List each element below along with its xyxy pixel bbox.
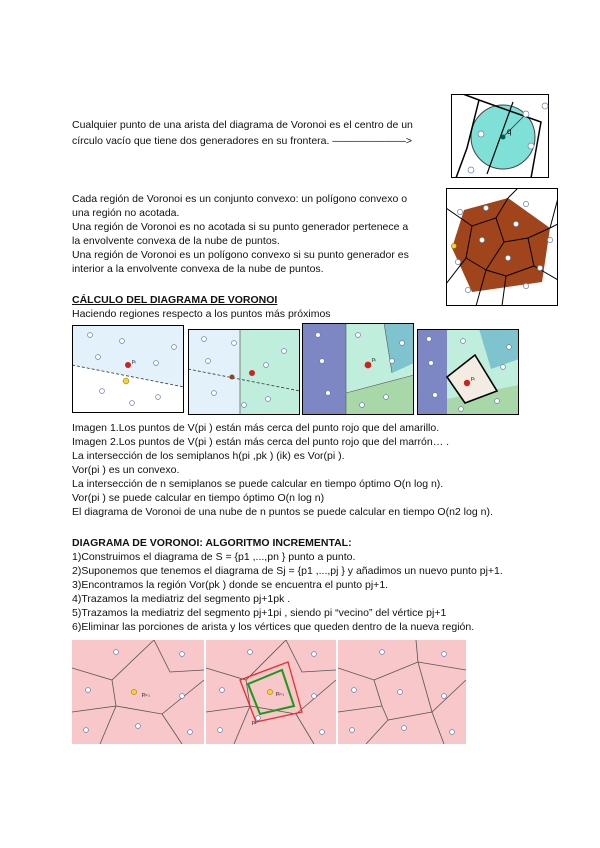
text-edge-line-2: círculo vacío que tiene dos generadores en su frontera. ———————> — [72, 135, 412, 147]
algoritmo-step-5: 5)Trazamos la mediatriz del segmento pj+1pi , siendo pi “vecino” del vértice pj+1 — [72, 607, 447, 619]
text-calculo-line-7: El diagrama de Voronoi de una nube de n puntos se puede calcular en tiempo O(n2 log n). — [72, 506, 493, 518]
halfplane-figure-1 — [72, 325, 184, 413]
point-yellow — [123, 378, 129, 384]
halfplane-figure-2 — [188, 329, 300, 415]
hull-region — [452, 198, 550, 292]
algoritmo-step-6: 6)Eliminar las porciones de arista y los vértices que queden dentro de la nueva región. — [72, 621, 475, 633]
algoritmo-step-3: 3)Encontramos la región Vor(pk ) donde se encuentra el punto pj+1. — [72, 579, 389, 591]
q-label: q — [507, 127, 512, 136]
point-pj1 — [131, 689, 136, 694]
label-pj1: pⱼ₊₁ — [142, 692, 150, 698]
incremental-figure-1 — [72, 640, 204, 744]
incremental-figure-3 — [338, 640, 466, 744]
region-slate — [417, 329, 447, 415]
halfplane-figure-4 — [417, 329, 519, 415]
heading-algoritmo: DIAGRAMA DE VORONOI: ALGORITMO INCREMENTAL: — [72, 537, 352, 549]
heading-calculo: CÁLCULO DEL DIAGRAMA DE VORONOI — [72, 294, 278, 306]
text-calculo-line-2: Imagen 2.Los puntos de V(pi ) están más cerca del punto rojo que del marrón… . — [72, 436, 450, 448]
label-pi: pᵢ — [132, 359, 136, 365]
subtitle-calculo: Haciendo regiones respecto a los puntos más próximos — [72, 308, 331, 320]
text-convex-line-6: interior a la envolvente convexa de la nube de puntos. — [72, 263, 324, 275]
algoritmo-step-1: 1)Construimos el diagrama de S = {p1 ,...,pn } punto a punto. — [72, 551, 356, 563]
text-calculo-line-6: Vor(pi ) se puede calcular en tiempo óptimo O(n log n) — [72, 492, 325, 504]
point-pi — [365, 362, 372, 369]
text-edge-line-1: Cualquier punto de una arista del diagrama de Voronoi es el centro de un — [72, 119, 413, 131]
point-pi — [125, 362, 131, 368]
generator-point — [478, 131, 484, 137]
text-convex-line-2: una región no acotada. — [72, 207, 180, 219]
point-pi — [249, 370, 255, 376]
text-convex-line-4: la envolvente convexa de la nube de puntos. — [72, 235, 280, 247]
point-brown — [230, 375, 235, 380]
label-pi: pᵢ — [471, 376, 475, 382]
text-convex-line-1: Cada región de Voronoi es un conjunto convexo: un polígono convexo o — [72, 193, 408, 205]
center-point — [501, 135, 506, 140]
generator-point — [468, 167, 474, 173]
text-calculo-line-4: Vor(pi ) es un convexo. — [72, 464, 180, 476]
algoritmo-step-4: 4)Trazamos la mediatriz del segmento pj+1pk . — [72, 593, 291, 605]
incremental-figure-2 — [206, 640, 336, 744]
text-calculo-line-1: Imagen 1.Los puntos de V(pi ) están más cerca del punto rojo que del amarillo. — [72, 422, 440, 434]
generator-point — [542, 103, 548, 109]
label-pi: pᵢ — [372, 357, 376, 363]
algoritmo-step-2: 2)Suponemos que tenemos el diagrama de Sj = {p1 ,...,pj } y añadimos un nuevo punto pj+1. — [72, 565, 503, 577]
halfplane-figure-3 — [302, 323, 414, 415]
convex-hull-figure — [446, 188, 558, 306]
label-pk: pₖ — [252, 720, 257, 726]
empty-circle-figure — [451, 94, 549, 178]
point-pi — [464, 380, 470, 386]
generator-point — [528, 143, 534, 149]
label-pj1: pⱼ₊₁ — [276, 691, 284, 697]
region-slate — [302, 323, 346, 415]
text-convex-line-3: Una región de Voronoi es no acotada si su punto generador pertenece a — [72, 221, 409, 233]
text-convex-line-5: Una región de Voronoi es un polígono convexo si su punto generador es — [72, 249, 409, 261]
text-calculo-line-5: La intersección de n semiplanos se puede calcular en tiempo óptimo O(n log n). — [72, 478, 444, 490]
generator-point — [523, 111, 529, 117]
halfplane-region-2 — [240, 329, 300, 415]
text-calculo-line-3: La intersección de los semiplanos h(pi ,pk ) (ik) es Vor(pi ). — [72, 450, 345, 462]
point-pj1 — [267, 689, 272, 694]
